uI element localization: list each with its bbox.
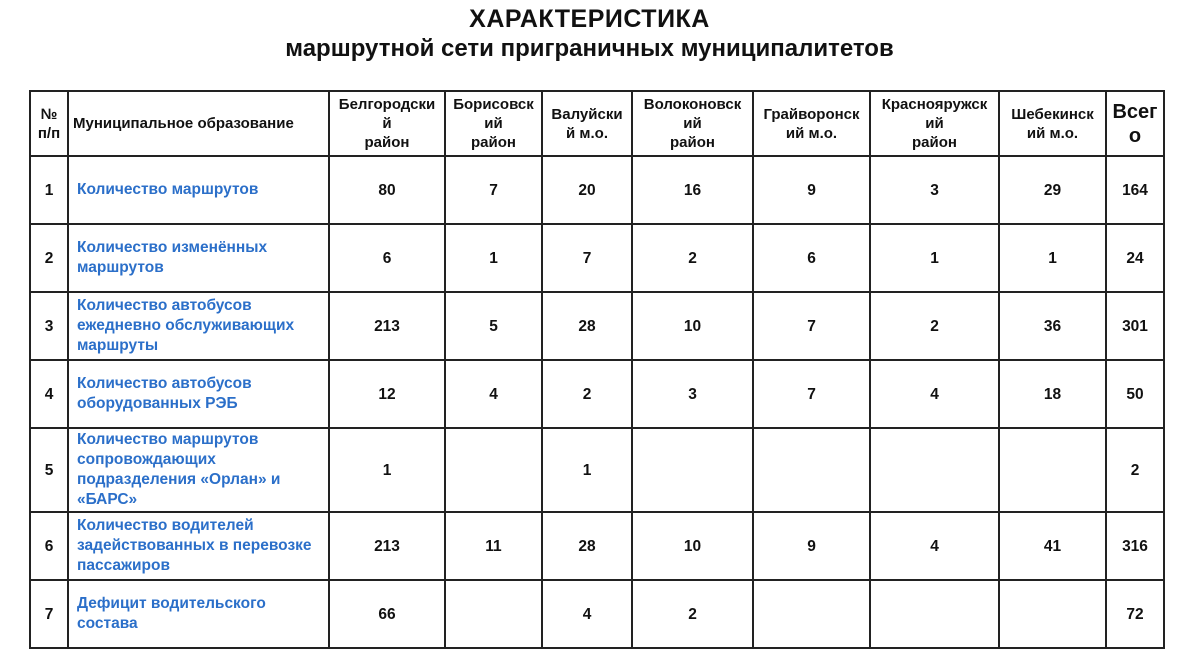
- value-cell: [753, 580, 870, 648]
- value-cell: 6: [329, 224, 445, 292]
- row-label: Количество автобусов оборудованных РЭБ: [68, 360, 329, 428]
- header-row: [30, 91, 1164, 156]
- value-cell: 4: [445, 360, 542, 428]
- header-index: № п/п: [30, 91, 68, 156]
- title-main: ХАРАКТЕРИСТИКА: [469, 5, 710, 33]
- value-cell: 7: [753, 292, 870, 360]
- value-cell: 2: [632, 224, 753, 292]
- value-cell: 4: [870, 360, 999, 428]
- total-cell: 50: [1106, 360, 1164, 428]
- value-cell: 7: [753, 360, 870, 428]
- header-total: Всег о: [1106, 91, 1164, 156]
- value-cell: 36: [999, 292, 1106, 360]
- header-column: Волоконовск ий район: [632, 91, 753, 156]
- value-cell: 1: [870, 224, 999, 292]
- value-cell: 213: [329, 292, 445, 360]
- value-cell: [999, 428, 1106, 512]
- value-cell: 3: [870, 156, 999, 224]
- header-column: Грайворонск ий м.о.: [753, 91, 870, 156]
- value-cell: [753, 428, 870, 512]
- value-cell: 66: [329, 580, 445, 648]
- header-column: Краснояружск ий район: [870, 91, 999, 156]
- value-cell: 2: [870, 292, 999, 360]
- value-cell: 5: [445, 292, 542, 360]
- header-column: Валуйски й м.о.: [542, 91, 632, 156]
- total-cell: 2: [1106, 428, 1164, 512]
- row-label: Количество маршрутов: [68, 156, 329, 224]
- value-cell: [870, 580, 999, 648]
- table-row: [30, 292, 1164, 360]
- header-column: Белгородски й район: [329, 91, 445, 156]
- header-column: Борисовск ий район: [445, 91, 542, 156]
- header-municipality: Муниципальное образование: [68, 91, 329, 156]
- value-cell: 1: [999, 224, 1106, 292]
- total-cell: 316: [1106, 512, 1164, 580]
- value-cell: 80: [329, 156, 445, 224]
- value-cell: 4: [870, 512, 999, 580]
- row-index: 7: [30, 580, 68, 648]
- value-cell: 1: [445, 224, 542, 292]
- value-cell: [445, 580, 542, 648]
- row-index: 2: [30, 224, 68, 292]
- value-cell: [632, 428, 753, 512]
- total-cell: 164: [1106, 156, 1164, 224]
- value-cell: 10: [632, 292, 753, 360]
- table-row: [30, 224, 1164, 292]
- value-cell: [870, 428, 999, 512]
- value-cell: 12: [329, 360, 445, 428]
- total-cell: 72: [1106, 580, 1164, 648]
- value-cell: 41: [999, 512, 1106, 580]
- value-cell: 11: [445, 512, 542, 580]
- value-cell: 29: [999, 156, 1106, 224]
- row-label: Количество изменённых маршрутов: [68, 224, 329, 292]
- value-cell: [999, 580, 1106, 648]
- value-cell: 9: [753, 156, 870, 224]
- value-cell: 3: [632, 360, 753, 428]
- value-cell: 2: [542, 360, 632, 428]
- row-label: Количество водителей задействованных в перевозке пассажиров: [68, 512, 329, 580]
- row-label: Количество автобусов ежедневно обслуживающих маршруты: [68, 292, 329, 360]
- title-subtitle: маршрутной сети приграничных муниципалитетов: [285, 35, 894, 62]
- value-cell: 16: [632, 156, 753, 224]
- total-cell: 301: [1106, 292, 1164, 360]
- row-index: 5: [30, 428, 68, 512]
- value-cell: 213: [329, 512, 445, 580]
- row-index: 6: [30, 512, 68, 580]
- table-row: [30, 428, 1164, 512]
- value-cell: 1: [329, 428, 445, 512]
- row-label: Дефицит водительского состава: [68, 580, 329, 648]
- row-label: Количество маршрутов сопровождающих подразделения «Орлан» и «БАРС»: [68, 428, 329, 512]
- header-column: Шебекинск ий м.о.: [999, 91, 1106, 156]
- value-cell: 2: [632, 580, 753, 648]
- value-cell: 18: [999, 360, 1106, 428]
- row-index: 4: [30, 360, 68, 428]
- value-cell: 7: [445, 156, 542, 224]
- value-cell: 9: [753, 512, 870, 580]
- value-cell: [445, 428, 542, 512]
- value-cell: 6: [753, 224, 870, 292]
- value-cell: 4: [542, 580, 632, 648]
- table-row: [30, 360, 1164, 428]
- table-row: [30, 156, 1164, 224]
- value-cell: 28: [542, 292, 632, 360]
- value-cell: 28: [542, 512, 632, 580]
- total-cell: 24: [1106, 224, 1164, 292]
- document-title: [0, 4, 1179, 64]
- row-index: 1: [30, 156, 68, 224]
- value-cell: 1: [542, 428, 632, 512]
- table-row: [30, 512, 1164, 580]
- value-cell: 20: [542, 156, 632, 224]
- value-cell: 7: [542, 224, 632, 292]
- routes-table: [29, 90, 1165, 649]
- table-row: [30, 580, 1164, 648]
- row-index: 3: [30, 292, 68, 360]
- value-cell: 10: [632, 512, 753, 580]
